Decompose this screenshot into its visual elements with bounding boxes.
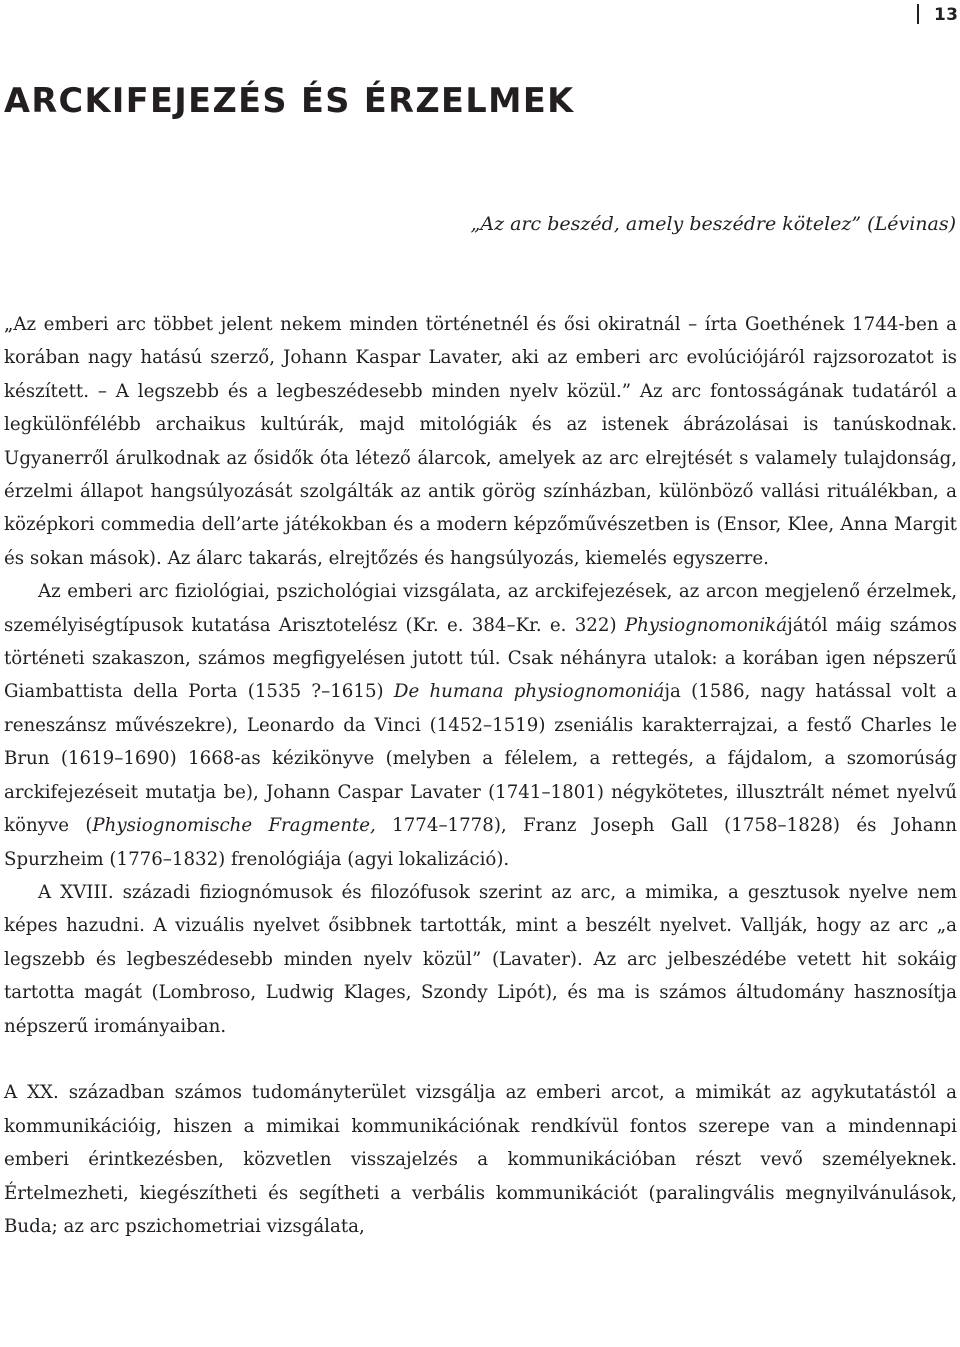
chapter-title: ARCKIFEJEZÉS ÉS ÉRZELMEK: [4, 81, 575, 120]
paragraph-2-italic-work-title: Physiognomische Fragmente,: [92, 815, 376, 837]
paragraph-3: [4, 876, 957, 1043]
paragraph-1-text: „Az emberi arc többet jelent nekem minden történetnél és ősi okiratnál – írta Goethének 1744-ben a korában nagy hatású szerző, Johann Kaspar Lavater, aki az emberi arc evolúciójáról rajzsorozatot is készített. – A legszebb és a legbeszédesebb minden nyelv közül.” Az arc fontosságának tudatáról a legkülönfélébb archaikus kultúrák, majd mitológiák és az istenek ábrázolásai is tanúskodnak. Ugyanerről árulkodnak az ősidők óta létező álarcok, amelyek az arc elrejtését s valamely tulajdonság, érzelmi állapot hangsúlyozását szolgálták az antik görög színházban, különböző vallási rituálékban, a középkori commedia dell’arte játékokban és a modern képzőművészetben is (Ensor, Klee, Anna Margit és sokan mások). Az álarc takarás, elrejtőzés és hangsúlyozás, kiemelés egyszerre.: [4, 314, 957, 569]
body-text: [4, 308, 957, 1243]
page-number-rule: [917, 4, 919, 24]
paragraph-2-italic-work-title: De humana physiognomoniá: [393, 681, 665, 703]
paragraph-2: [4, 575, 957, 876]
epigraph: „Az arc beszéd, amely beszédre kötelez” (Lévinas): [470, 213, 956, 235]
paragraph-2-text: ja (1586, nagy hatással volt a reneszánsz művészekre), Leonardo da Vinci (1452–1519) zseniális karakterrajzai, a festő Charles le Brun (1619–1690) 1668-as kézikönyve (melyben a félelem, a rettegés, a fájdalom, a szomorúság arckifejezéseit mutatja be), Johann Caspar Lavater (1741–1801) négykötetes, illusztrált német nyelvű könyve (: [4, 681, 957, 837]
paragraph-4-text: A XX. században számos tudományterület vizsgálja az emberi arcot, a mimikát az agykutatástól a kommunikációig, hiszen a mimikai kommunikációnak rendkívül fontos szerepe van a mindennapi emberi érintkezésben, közvetlen visszajelzés a kommunikációban részt vevő személyeknek. Értelmezheti, kiegészítheti és segítheti a verbális kommunikációt (paralingvális megnyilvánulások, Buda; az arc pszichometriai vizsgálata,: [4, 1082, 957, 1237]
paragraph-2-text: 1774–1778), Franz Joseph Gall (1758–1828) és Johann Spurzheim (1776–1832) frenológiája (agyi lokalizáció).: [4, 815, 957, 870]
paragraph-4: [4, 1076, 957, 1243]
paragraph-2-text: jától máig számos történeti szakaszon, számos megfigyelésen jutott túl. Csak néhányra utalok: a korában igen népszerű Giambattista della Porta (1535 ?–1615): [4, 614, 957, 703]
paragraph-2-text: Az emberi arc fiziológiai, pszichológiai vizsgálata, az arckifejezések, az arcon megjelenő érzelmek, személyiségtípusok kutatása Arisztotelész (Kr. e. 384–Kr. e. 322): [4, 581, 957, 636]
paragraph-1: [4, 308, 957, 575]
page-number: 13: [934, 5, 959, 25]
paragraph-3-text: A XVIII. századi fiziognómusok és filozófusok szerint az arc, a mimika, a gesztusok nyelve nem képes hazudni. A vizuális nyelvet ősibbnek tartották, mint a beszélt nyelvet. Vallják, hogy az arc „a legszebb és legbeszédesebb minden nyelv közül” (Lavater). Az arc jelbeszédébe vetett hit sokáig tartotta magát (Lombroso, Ludwig Klages, Szondy Lipót), és ma is számos áltudomány hasznosítja népszerű irományaiban.: [4, 881, 957, 1037]
paragraph-2-italic-work-title: Physiognomoniká: [624, 614, 788, 636]
